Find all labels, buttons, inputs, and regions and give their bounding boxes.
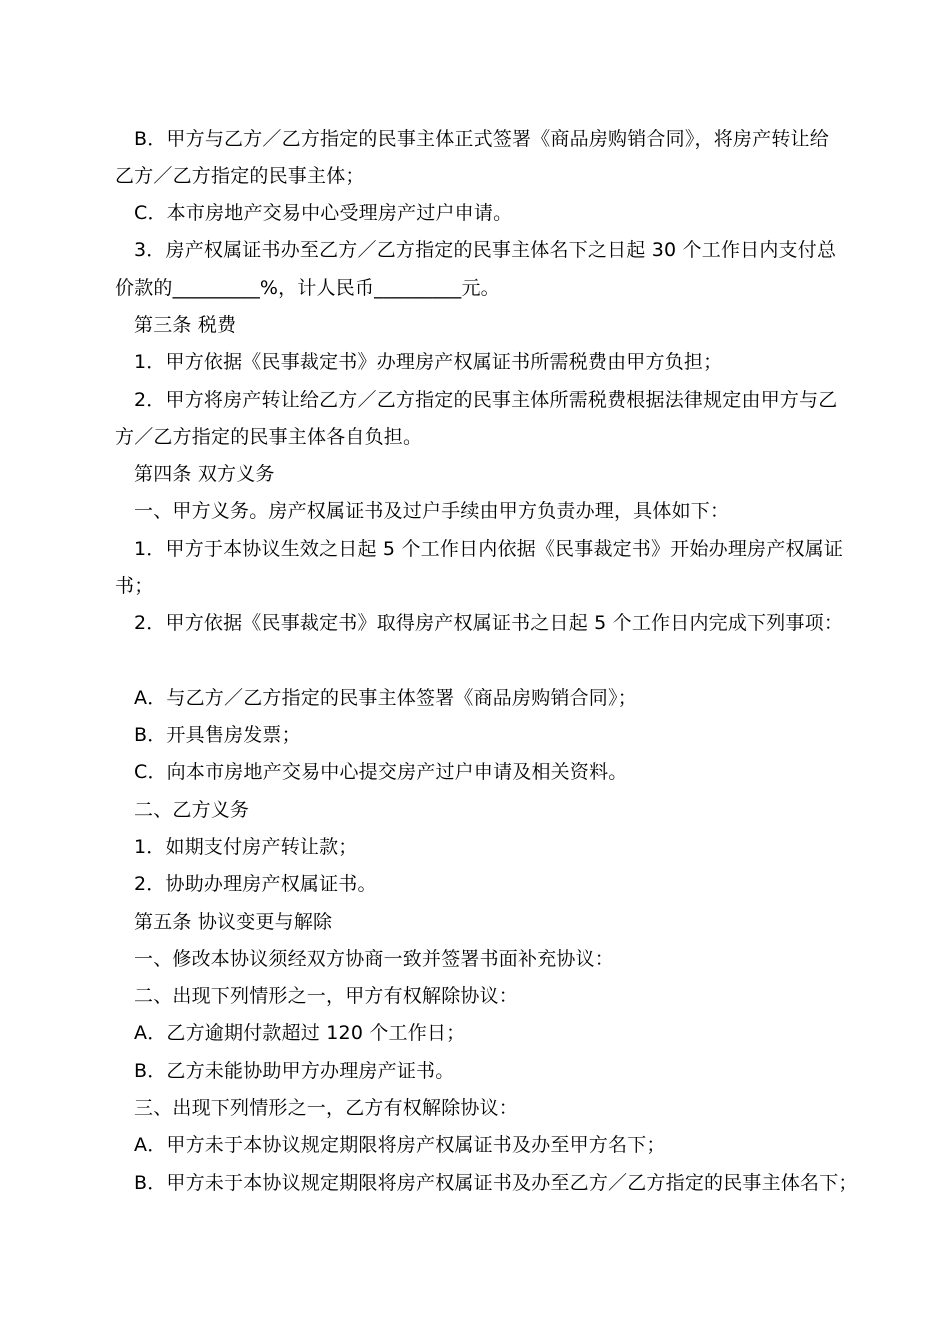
paragraph-line: 1．甲方依据《民事裁定书》办理房产权属证书所需税费由甲方负担； [134,351,723,373]
paragraph-line: A．与乙方／乙方指定的民事主体签署《商品房购销合同》； [134,687,637,709]
paragraph-line: 价款的_________%，计人民币_________元。 [115,277,500,299]
section-heading: 第三条 税费 [134,314,237,336]
paragraph-line: 二、乙方义务 [134,799,250,821]
paragraph-line: C．本市房地产交易中心受理房产过户申请。 [134,202,513,224]
paragraph-line: 三、出现下列情形之一，乙方有权解除协议： [134,1097,519,1119]
paragraph-line: B．甲方与乙方／乙方指定的民事主体正式签署《商品房购销合同》，将房产转让给 [134,128,829,150]
paragraph-line: B．乙方未能协助甲方办理房产证书。 [134,1060,455,1082]
paragraph-line: 2．甲方依据《民事裁定书》取得房产权属证书之日起 5 个工作日内完成下列事项： [134,612,844,634]
paragraph-line: 方／乙方指定的民事主体各自负担。 [115,426,423,448]
paragraph-line: 1．如期支付房产转让款； [134,836,358,858]
paragraph-line: A．乙方逾期付款超过 120 个工作日； [134,1022,466,1044]
paragraph-line: 2．协助办理房产权属证书。 [134,873,377,895]
paragraph-line: B．开具售房发票； [134,724,301,746]
paragraph-line: 2．甲方将房产转让给乙方／乙方指定的民事主体所需税费根据法律规定由甲方与乙 [134,389,838,411]
paragraph-line: 一、修改本协议须经双方协商一致并签署书面补充协议： [134,948,615,970]
paragraph-line: 书； [115,575,154,597]
section-heading: 第四条 双方义务 [134,463,275,485]
paragraph-line: B．甲方未于本协议规定期限将房产权属证书及办至乙方／乙方指定的民事主体名下； [134,1172,858,1194]
paragraph-line: 乙方／乙方指定的民事主体； [115,165,365,187]
paragraph-line: 1．甲方于本协议生效之日起 5 个工作日内依据《民事裁定书》开始办理房产权属证 [134,538,844,560]
paragraph-line: C．向本市房地产交易中心提交房产过户申请及相关资料。 [134,761,628,783]
paragraph-line: 3．房产权属证书办至乙方／乙方指定的民事主体名下之日起 30 个工作日内支付总 [134,239,837,261]
paragraph-line: 一、甲方义务。房产权属证书及过户手续由甲方负责办理，具体如下： [134,500,730,522]
paragraph-line: 二、出现下列情形之一，甲方有权解除协议： [134,985,519,1007]
section-heading: 第五条 协议变更与解除 [134,911,333,933]
paragraph-line: A．甲方未于本协议规定期限将房产权属证书及办至甲方名下； [134,1134,666,1156]
